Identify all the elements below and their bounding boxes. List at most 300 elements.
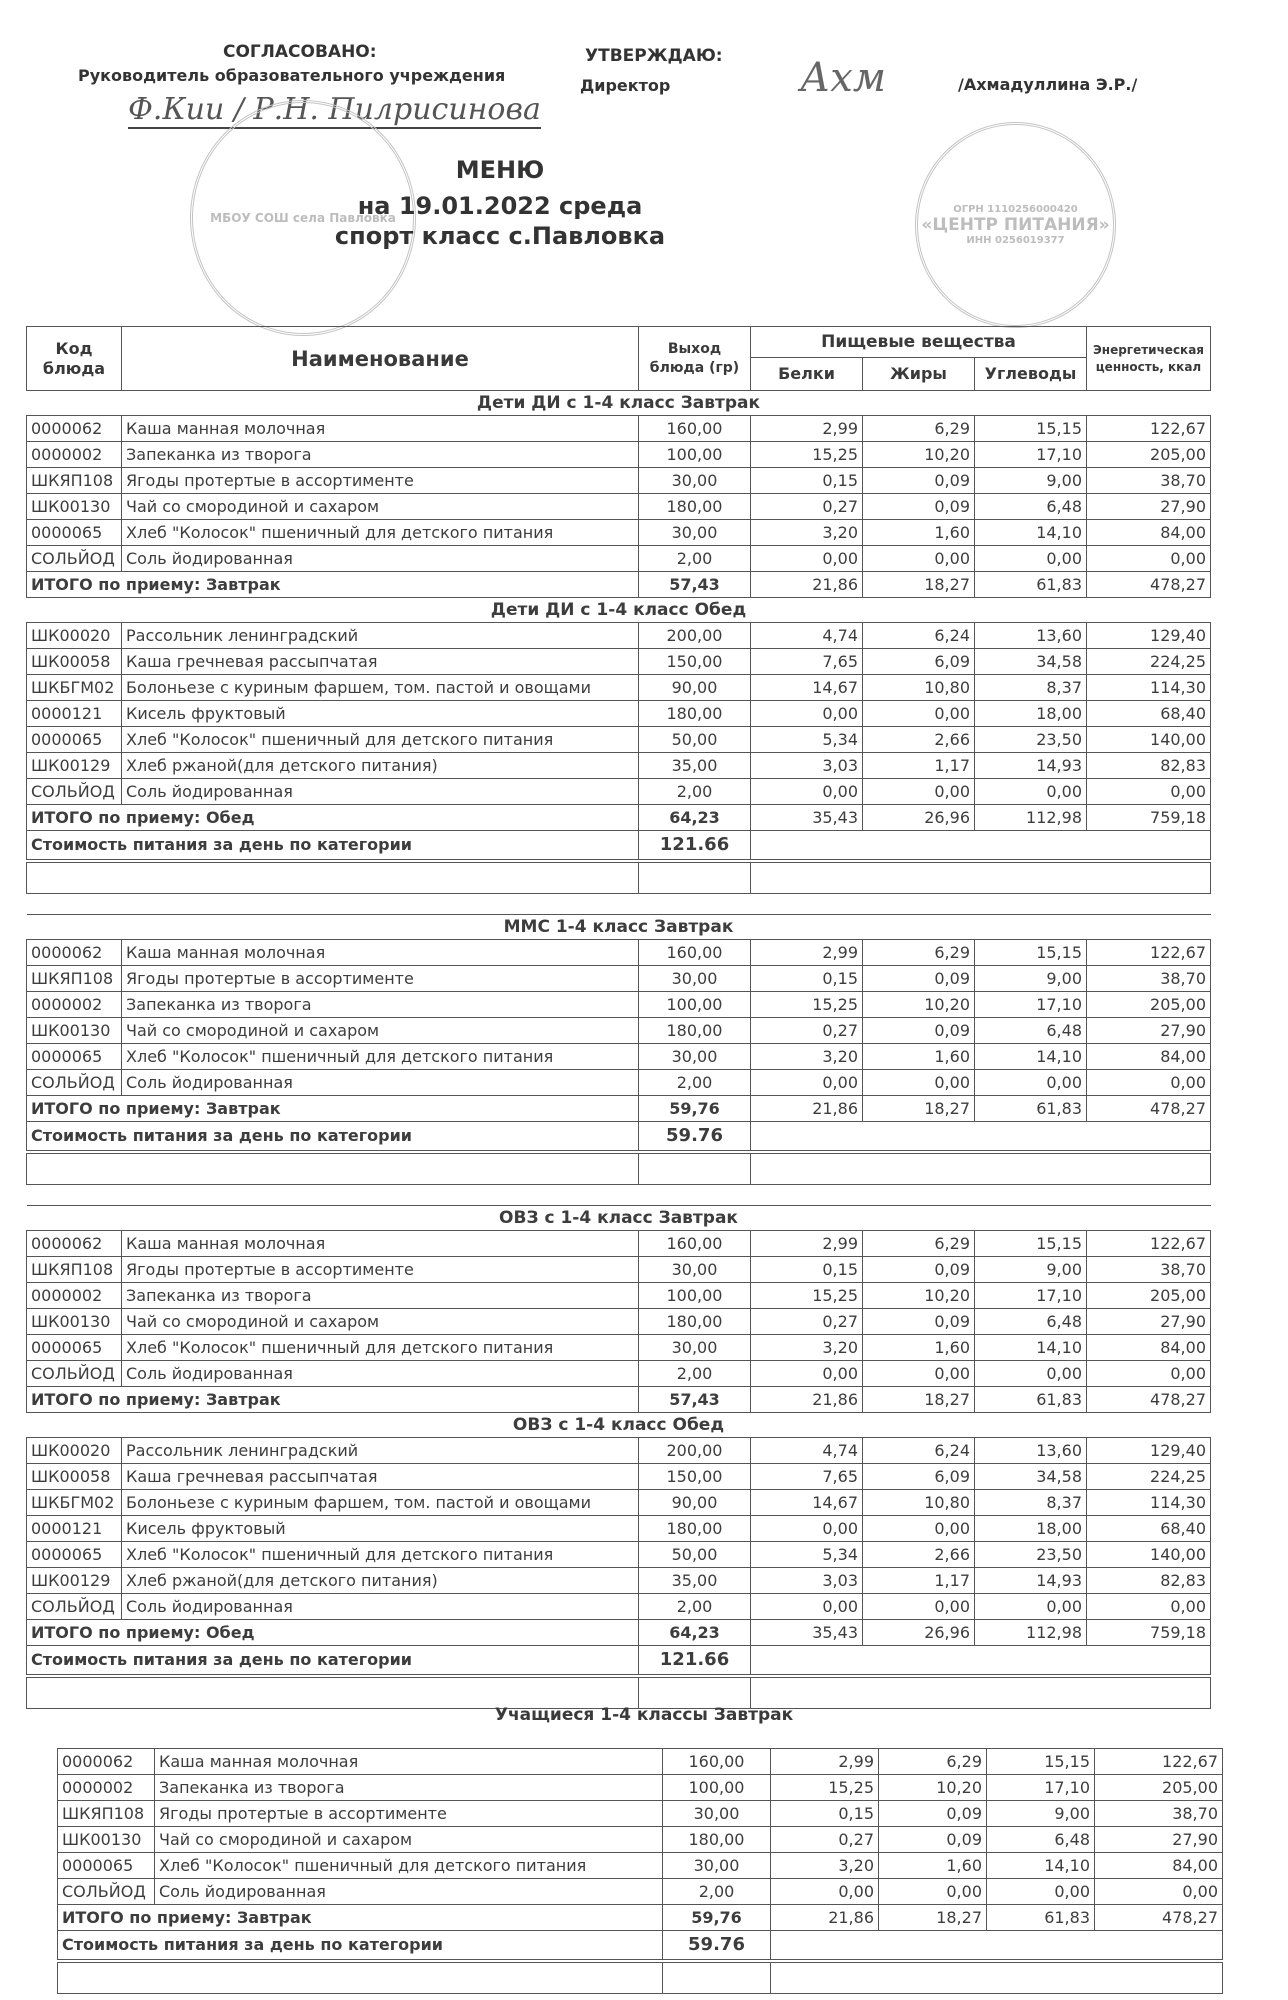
dish-carbs: 14,10 [975, 1335, 1087, 1361]
dish-carbs: 6,48 [975, 494, 1087, 520]
dish-code: ШК00130 [27, 1018, 122, 1044]
dish-fat: 6,29 [863, 1231, 975, 1257]
dish-fat: 1,17 [863, 1568, 975, 1594]
dish-name: Болоньезе с куриным фаршем, том. пастой и овощами [122, 675, 639, 701]
cost-empty [751, 1122, 1211, 1153]
dish-name: Каша гречневая рассыпчатая [122, 1464, 639, 1490]
dish-row [27, 1464, 1211, 1490]
dish-yield: 30,00 [639, 1257, 751, 1283]
dish-code: СОЛЬЙОД [58, 1879, 155, 1905]
dish-row [27, 1309, 1211, 1335]
dish-name: Соль йодированная [122, 1070, 639, 1096]
dish-energy: 27,90 [1095, 1827, 1223, 1853]
dish-name: Хлеб "Колосок" пшеничный для детского питания [122, 1335, 639, 1361]
dish-carbs: 8,37 [975, 1490, 1087, 1516]
dish-carbs: 18,00 [975, 701, 1087, 727]
cost-label: Стоимость питания за день по категории [27, 831, 639, 862]
dish-protein: 3,03 [751, 1568, 863, 1594]
dish-fat: 0,00 [879, 1879, 987, 1905]
dish-fat: 0,09 [863, 966, 975, 992]
dish-protein: 4,74 [751, 623, 863, 649]
dish-yield: 30,00 [639, 520, 751, 546]
dish-code: ШК00130 [27, 1309, 122, 1335]
dish-carbs: 0,00 [975, 1361, 1087, 1387]
dish-row [27, 442, 1211, 468]
total-carbs: 61,83 [975, 1387, 1087, 1413]
dish-fat: 0,09 [863, 1018, 975, 1044]
dish-name: Хлеб "Колосок" пшеничный для детского питания [122, 1542, 639, 1568]
blank-row [27, 1152, 1211, 1185]
dish-carbs: 14,10 [975, 520, 1087, 546]
dish-name: Чай со смородиной и сахаром [122, 494, 639, 520]
dish-protein: 0,00 [751, 546, 863, 572]
dish-row [27, 940, 1211, 966]
total-fat: 18,27 [863, 572, 975, 598]
dish-yield: 180,00 [639, 1516, 751, 1542]
dish-code: 0000002 [27, 992, 122, 1018]
dish-carbs: 17,10 [975, 442, 1087, 468]
dish-name: Каша манная молочная [122, 1231, 639, 1257]
dish-protein: 5,34 [751, 727, 863, 753]
total-energy: 478,27 [1087, 1096, 1211, 1122]
dish-fat: 10,20 [863, 1283, 975, 1309]
dish-carbs: 17,10 [975, 1283, 1087, 1309]
total-protein: 21,86 [771, 1905, 879, 1931]
dish-carbs: 9,00 [975, 1257, 1087, 1283]
dish-energy: 224,25 [1087, 649, 1211, 675]
dish-protein: 0,00 [751, 701, 863, 727]
dish-energy: 129,40 [1087, 1438, 1211, 1464]
dish-name: Хлеб "Колосок" пшеничный для детского питания [155, 1853, 663, 1879]
section-header [27, 1206, 1211, 1231]
dish-yield: 30,00 [639, 468, 751, 494]
col-header-carbs: Углеводы [975, 358, 1087, 391]
dish-carbs: 17,10 [975, 992, 1087, 1018]
dish-energy: 122,67 [1087, 1231, 1211, 1257]
cost-label: Стоимость питания за день по категории [58, 1931, 663, 1962]
dish-row [27, 701, 1211, 727]
dish-fat: 1,60 [879, 1853, 987, 1879]
dish-fat: 6,29 [863, 416, 975, 442]
dish-row [27, 416, 1211, 442]
dish-code: 0000121 [27, 701, 122, 727]
dish-name: Соль йодированная [155, 1879, 663, 1905]
dish-yield: 35,00 [639, 1568, 751, 1594]
dish-yield: 30,00 [639, 1044, 751, 1070]
cost-empty [751, 831, 1211, 862]
dish-protein: 15,25 [751, 1283, 863, 1309]
total-protein: 21,86 [751, 572, 863, 598]
dish-row [58, 1775, 1223, 1801]
dish-yield: 90,00 [639, 675, 751, 701]
dish-carbs: 23,50 [975, 1542, 1087, 1568]
total-energy: 478,27 [1087, 1387, 1211, 1413]
section-title: ОВЗ с 1-4 класс Завтрак [27, 1206, 1211, 1231]
dish-yield: 90,00 [639, 1490, 751, 1516]
dish-protein: 15,25 [751, 992, 863, 1018]
dish-row [27, 1070, 1211, 1096]
dish-name: Соль йодированная [122, 546, 639, 572]
dish-code: СОЛЬЙОД [27, 546, 122, 572]
dish-energy: 27,90 [1087, 1018, 1211, 1044]
dish-carbs: 15,15 [987, 1749, 1095, 1775]
dish-carbs: 6,48 [975, 1309, 1087, 1335]
dish-code: ШКЯП108 [27, 966, 122, 992]
dish-row [27, 779, 1211, 805]
page-title: МЕНЮ [455, 156, 545, 184]
dish-code: ШКЯП108 [27, 468, 122, 494]
dish-fat: 0,09 [863, 494, 975, 520]
blank-cell [639, 1152, 751, 1185]
dish-carbs: 14,93 [975, 753, 1087, 779]
dish-yield: 35,00 [639, 753, 751, 779]
dish-yield: 2,00 [639, 1361, 751, 1387]
dish-carbs: 14,10 [987, 1853, 1095, 1879]
dish-name: Чай со смородиной и сахаром [122, 1018, 639, 1044]
dish-name: Кисель фруктовый [122, 1516, 639, 1542]
dish-carbs: 18,00 [975, 1516, 1087, 1542]
dish-row [58, 1827, 1223, 1853]
dish-energy: 38,70 [1087, 1257, 1211, 1283]
total-label: ИТОГО по приему: Завтрак [27, 572, 639, 598]
cost-row [27, 1122, 1211, 1153]
dish-code: ШКБГМ02 [27, 1490, 122, 1516]
section-title: ММС 1-4 класс Завтрак [27, 915, 1211, 940]
total-label: ИТОГО по приему: Обед [27, 805, 639, 831]
total-carbs: 61,83 [975, 572, 1087, 598]
dish-name: Каша гречневая рассыпчатая [122, 649, 639, 675]
dish-yield: 2,00 [639, 546, 751, 572]
dish-yield: 30,00 [663, 1801, 771, 1827]
dish-energy: 68,40 [1087, 1516, 1211, 1542]
dish-protein: 0,27 [771, 1827, 879, 1853]
dish-row [27, 1594, 1211, 1620]
dish-energy: 122,67 [1087, 416, 1211, 442]
dish-fat: 0,09 [879, 1827, 987, 1853]
total-row [27, 1620, 1211, 1646]
total-row [27, 1096, 1211, 1122]
dish-name: Запеканка из творога [122, 992, 639, 1018]
dish-energy: 122,67 [1095, 1749, 1223, 1775]
dish-fat: 1,60 [863, 520, 975, 546]
dish-code: 0000062 [27, 416, 122, 442]
dish-yield: 2,00 [639, 1594, 751, 1620]
total-yield: 64,23 [639, 805, 751, 831]
last-menu-table [57, 1748, 1223, 1994]
dish-row [27, 1335, 1211, 1361]
dish-code: 0000065 [58, 1853, 155, 1879]
total-label: ИТОГО по приему: Завтрак [27, 1096, 639, 1122]
dish-code: 0000062 [58, 1749, 155, 1775]
dish-name: Болоньезе с куриным фаршем, том. пастой и овощами [122, 1490, 639, 1516]
dish-row [58, 1853, 1223, 1879]
dish-fat: 6,09 [863, 649, 975, 675]
agreed-label: СОГЛАСОВАНО: [223, 42, 377, 62]
dish-fat: 10,80 [863, 1490, 975, 1516]
dish-carbs: 34,58 [975, 1464, 1087, 1490]
dish-code: ШК00130 [27, 494, 122, 520]
dish-energy: 27,90 [1087, 1309, 1211, 1335]
dish-fat: 0,00 [863, 779, 975, 805]
blank-row [27, 861, 1211, 894]
dish-energy: 122,67 [1087, 940, 1211, 966]
dish-code: 0000121 [27, 1516, 122, 1542]
total-fat: 18,27 [879, 1905, 987, 1931]
dish-row [27, 1018, 1211, 1044]
total-row [27, 1387, 1211, 1413]
dish-code: 0000065 [27, 1335, 122, 1361]
dish-yield: 180,00 [639, 701, 751, 727]
cost-value: 121.66 [639, 1646, 751, 1677]
dish-row [27, 1438, 1211, 1464]
dish-yield: 100,00 [639, 442, 751, 468]
dish-row [58, 1801, 1223, 1827]
dish-fat: 1,60 [863, 1044, 975, 1070]
dish-code: СОЛЬЙОД [27, 1361, 122, 1387]
dish-protein: 0,15 [751, 1257, 863, 1283]
dish-fat: 2,66 [863, 1542, 975, 1568]
dish-carbs: 9,00 [987, 1801, 1095, 1827]
cost-value: 121.66 [639, 831, 751, 862]
dish-energy: 140,00 [1087, 727, 1211, 753]
section-header [27, 391, 1211, 416]
dish-name: Хлеб "Колосок" пшеничный для детского питания [122, 1044, 639, 1070]
school-stamp-text: МБОУ СОШ села Павловка [210, 211, 396, 225]
catering-stamp-ogrn: ОГРН 1110256000420 [953, 204, 1078, 215]
dish-fat: 0,00 [863, 1361, 975, 1387]
dish-fat: 0,09 [879, 1801, 987, 1827]
blank-cell [751, 861, 1211, 894]
dish-name: Запеканка из творога [122, 442, 639, 468]
dish-yield: 200,00 [639, 1438, 751, 1464]
dish-row [27, 1044, 1211, 1070]
total-energy: 478,27 [1095, 1905, 1223, 1931]
dish-row [58, 1879, 1223, 1905]
dish-carbs: 9,00 [975, 468, 1087, 494]
dish-protein: 0,27 [751, 1309, 863, 1335]
dish-name: Хлеб "Колосок" пшеничный для детского питания [122, 727, 639, 753]
dish-energy: 0,00 [1087, 1070, 1211, 1096]
dish-row [27, 1361, 1211, 1387]
section-title: Дети ДИ с 1-4 класс Завтрак [27, 391, 1211, 416]
dish-code: ШКБГМ02 [27, 675, 122, 701]
col-header-fat: Жиры [863, 358, 975, 391]
dish-energy: 84,00 [1087, 1044, 1211, 1070]
dish-protein: 0,00 [751, 1361, 863, 1387]
agreed-position: Руководитель образовательного учреждения [78, 66, 506, 85]
dish-carbs: 14,10 [975, 1044, 1087, 1070]
dish-protein: 7,65 [751, 649, 863, 675]
dish-fat: 1,60 [863, 1335, 975, 1361]
dish-protein: 15,25 [751, 442, 863, 468]
dish-yield: 2,00 [663, 1879, 771, 1905]
dish-energy: 129,40 [1087, 623, 1211, 649]
dish-name: Каша манная молочная [122, 940, 639, 966]
dish-fat: 0,00 [863, 546, 975, 572]
dish-carbs: 23,50 [975, 727, 1087, 753]
dish-yield: 150,00 [639, 1464, 751, 1490]
dish-name: Чай со смородиной и сахаром [155, 1827, 663, 1853]
dish-fat: 0,00 [863, 1594, 975, 1620]
total-fat: 26,96 [863, 1620, 975, 1646]
blank-row [58, 1961, 1223, 1994]
dish-protein: 7,65 [751, 1464, 863, 1490]
approve-signature: Ахм [800, 55, 887, 101]
dish-row [27, 494, 1211, 520]
dish-protein: 3,20 [751, 520, 863, 546]
dish-code: 0000002 [27, 1283, 122, 1309]
dish-yield: 160,00 [639, 940, 751, 966]
total-yield: 59,76 [663, 1905, 771, 1931]
col-header-protein: Белки [751, 358, 863, 391]
approve-position: Директор [580, 76, 671, 95]
dish-protein: 0,15 [771, 1801, 879, 1827]
blank-cell [27, 861, 639, 894]
dish-row [27, 1568, 1211, 1594]
dish-code: 0000065 [27, 520, 122, 546]
dish-fat: 6,29 [863, 940, 975, 966]
dish-yield: 30,00 [639, 1335, 751, 1361]
dish-carbs: 0,00 [975, 1070, 1087, 1096]
dish-energy: 0,00 [1087, 1361, 1211, 1387]
col-header-nutrients: Пищевые вещества [751, 327, 1087, 358]
dish-energy: 205,00 [1087, 992, 1211, 1018]
dish-name: Ягоды протертые в ассортименте [122, 966, 639, 992]
dish-code: ШК00129 [27, 753, 122, 779]
blank-cell [751, 1152, 1211, 1185]
menu-table [26, 326, 1211, 1709]
dish-carbs: 15,15 [975, 940, 1087, 966]
dish-fat: 0,09 [863, 468, 975, 494]
dish-carbs: 15,15 [975, 1231, 1087, 1257]
dish-code: ШК00020 [27, 623, 122, 649]
catering-stamp-inn: ИНН 0256019377 [966, 235, 1065, 246]
dish-carbs: 15,15 [975, 416, 1087, 442]
total-yield: 59,76 [639, 1096, 751, 1122]
total-protein: 35,43 [751, 805, 863, 831]
dish-protein: 14,67 [751, 1490, 863, 1516]
dish-carbs: 6,48 [975, 1018, 1087, 1044]
blank-cell [771, 1961, 1223, 1994]
dish-carbs: 13,60 [975, 1438, 1087, 1464]
dish-carbs: 13,60 [975, 623, 1087, 649]
dish-row [27, 675, 1211, 701]
dish-protein: 0,00 [751, 779, 863, 805]
total-protein: 21,86 [751, 1096, 863, 1122]
dish-energy: 68,40 [1087, 701, 1211, 727]
dish-yield: 2,00 [639, 779, 751, 805]
blank-cell [27, 1152, 639, 1185]
dish-code: СОЛЬЙОД [27, 779, 122, 805]
dish-name: Каша манная молочная [155, 1749, 663, 1775]
total-yield: 57,43 [639, 572, 751, 598]
dish-protein: 15,25 [771, 1775, 879, 1801]
dish-carbs: 6,48 [987, 1827, 1095, 1853]
dish-fat: 6,29 [879, 1749, 987, 1775]
col-header-code: Код блюда [27, 327, 122, 391]
dish-code: ШК00130 [58, 1827, 155, 1853]
total-row [27, 572, 1211, 598]
dish-code: 0000062 [27, 940, 122, 966]
dish-row [27, 520, 1211, 546]
dish-row [27, 1283, 1211, 1309]
dish-carbs: 0,00 [975, 1594, 1087, 1620]
dish-fat: 10,20 [863, 992, 975, 1018]
dish-code: 0000002 [58, 1775, 155, 1801]
catering-stamp-text: «ЦЕНТР ПИТАНИЯ» [921, 215, 1110, 235]
dish-name: Хлеб ржаной(для детского питания) [122, 753, 639, 779]
total-fat: 26,96 [863, 805, 975, 831]
dish-code: 0000065 [27, 1044, 122, 1070]
dish-protein: 0,15 [751, 966, 863, 992]
dish-energy: 0,00 [1087, 546, 1211, 572]
dish-fat: 2,66 [863, 727, 975, 753]
dish-code: ШКЯП108 [58, 1801, 155, 1827]
menu-date: на 19.01.2022 среда [357, 192, 643, 220]
cost-label: Стоимость питания за день по категории [27, 1122, 639, 1153]
dish-protein: 3,20 [751, 1044, 863, 1070]
dish-fat: 6,24 [863, 1438, 975, 1464]
dish-protein: 4,74 [751, 1438, 863, 1464]
approve-name: /Ахмадуллина Э.Р./ [958, 75, 1138, 94]
dish-name: Рассольник ленинградский [122, 1438, 639, 1464]
dish-code: ШК00058 [27, 649, 122, 675]
col-header-name: Наименование [122, 327, 639, 391]
dish-protein: 2,99 [751, 1231, 863, 1257]
dish-carbs: 34,58 [975, 649, 1087, 675]
dish-fat: 10,20 [879, 1775, 987, 1801]
dish-energy: 82,83 [1087, 753, 1211, 779]
section-header [27, 598, 1211, 623]
spacer [27, 1185, 1211, 1206]
dish-protein: 2,99 [751, 416, 863, 442]
dish-yield: 100,00 [639, 992, 751, 1018]
dish-energy: 84,00 [1087, 520, 1211, 546]
dish-yield: 30,00 [663, 1853, 771, 1879]
dish-yield: 160,00 [639, 416, 751, 442]
dish-fat: 10,80 [863, 675, 975, 701]
dish-row [27, 623, 1211, 649]
cost-label: Стоимость питания за день по категории [27, 1646, 639, 1677]
total-fat: 18,27 [863, 1387, 975, 1413]
dish-row [27, 1490, 1211, 1516]
total-carbs: 112,98 [975, 1620, 1087, 1646]
dish-name: Кисель фруктовый [122, 701, 639, 727]
dish-protein: 3,20 [751, 1335, 863, 1361]
dish-protein: 2,99 [751, 940, 863, 966]
dish-yield: 180,00 [663, 1827, 771, 1853]
dish-fat: 0,00 [863, 1070, 975, 1096]
dish-protein: 0,15 [751, 468, 863, 494]
dish-carbs: 17,10 [987, 1775, 1095, 1801]
dish-row [27, 546, 1211, 572]
dish-code: 0000065 [27, 727, 122, 753]
dish-protein: 0,00 [751, 1516, 863, 1542]
dish-fat: 1,17 [863, 753, 975, 779]
dish-carbs: 8,37 [975, 675, 1087, 701]
dish-row [27, 1516, 1211, 1542]
total-row [58, 1905, 1223, 1931]
dish-energy: 205,00 [1095, 1775, 1223, 1801]
total-protein: 35,43 [751, 1620, 863, 1646]
dish-yield: 30,00 [639, 966, 751, 992]
spacer [27, 894, 1211, 915]
section-title: Дети ДИ с 1-4 класс Обед [27, 598, 1211, 623]
total-label: ИТОГО по приему: Завтрак [58, 1905, 663, 1931]
dish-yield: 180,00 [639, 1309, 751, 1335]
agreed-signature: Ф.Кии / Р.Н. Пилрисинова [128, 92, 541, 127]
total-row [27, 805, 1211, 831]
